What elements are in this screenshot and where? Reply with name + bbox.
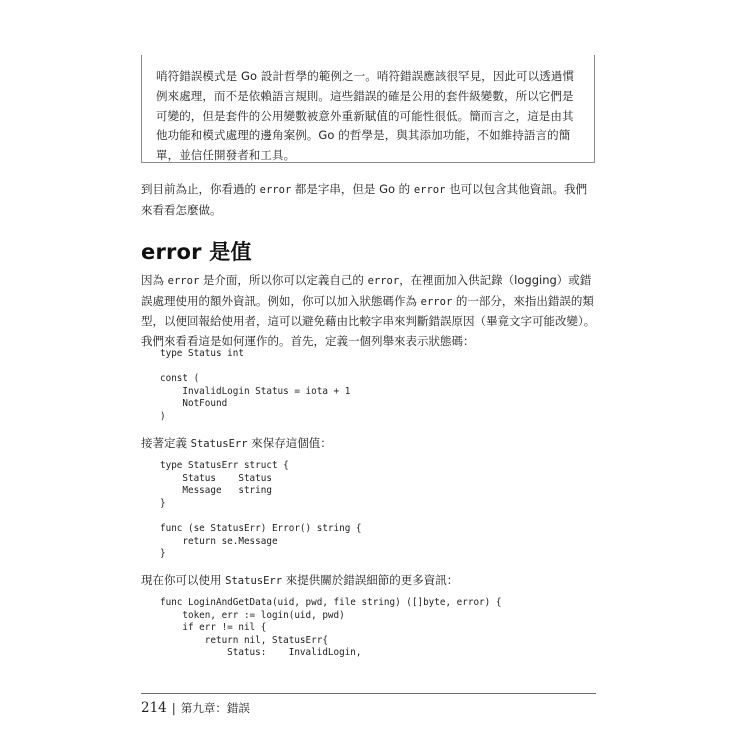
p1-text-2: 是介面，所以你可以定義自己的 [199, 273, 368, 287]
intro-text-1: 到目前為止，你看過的 [141, 182, 260, 196]
code-block-status-enum: type Status int const ( InvalidLogin Status = iota + 1 NotFound ) [160, 348, 351, 422]
body-paragraph-1 [141, 271, 596, 351]
p2-code-1: StatusErr [190, 438, 248, 450]
footer-separator: | [171, 701, 176, 715]
p3-text-2: 來提供關於錯誤細節的更多資訊： [282, 573, 459, 587]
body-paragraph-3 [141, 571, 596, 592]
p1-text-3: ，在裡面加入供記錄（logging）或錯誤處理使用的額外資訊。例如，你可以加入狀態碼作為 [141, 273, 592, 308]
p2-text-2: 來保存這個值： [247, 436, 332, 450]
code-block-status-err: type StatusErr struct { Status Status Message string } func (se StatusErr) Error() string { return se.Message } [160, 460, 362, 560]
intro-paragraph [141, 180, 596, 220]
note-box [141, 55, 595, 163]
body-paragraph-2 [141, 434, 596, 455]
footer-divider [141, 693, 596, 694]
note-text: 哨符錯誤模式是 Go 設計哲學的範例之一。哨符錯誤應該很罕見，因此可以透過慣例來處理，而不是依賴語言規則。這些錯誤的確是公用的套件級變數，所以它們是可變的，但是套件的公用變數被意外重新賦值的可能性很低。簡而言之，這是由其他功能和模式處理的邊角案例。Go 的哲學是，與其添加功能，不如維持語言的簡單，並信任開發者和工具。 [156, 69, 575, 163]
intro-code-2: error [413, 184, 446, 196]
chapter-title: 第九章：錯誤 [180, 701, 250, 715]
intro-code-1: error [259, 184, 292, 196]
page-footer [141, 700, 250, 716]
p1-text-4: 的一部分，來指出錯誤的類型，以便回報給使用者，這可以避免藉由比較字串來判斷錯誤原因（畢竟文字可能改變）。我們來看看這是如何運作的。首先，定義一個列舉來表示狀態碼： [141, 293, 596, 348]
code-block-login: func LoginAndGetData(uid, pwd, file string) ([]byte, error) { token, err := login(uid, pwd) if err != nil { return nil, StatusErr{ Status: InvalidLogin, [160, 597, 502, 659]
p1-code-1: error [167, 275, 200, 287]
page-number: 214 [141, 700, 167, 716]
p1-text-1: 因為 [141, 273, 168, 287]
p3-code-1: StatusErr [225, 575, 283, 587]
p2-text-1: 接著定義 [141, 436, 191, 450]
p1-code-3: error [420, 295, 453, 308]
section-heading: error 是值 [141, 240, 252, 264]
intro-text-2: 都是字串，但是 Go 的 [291, 182, 414, 196]
p3-text-1: 現在你可以使用 [141, 573, 226, 587]
p1-code-2: error [367, 275, 400, 287]
intro-text-3: 也可以包含其他資訊。我們來看看怎麼做。 [141, 182, 588, 217]
